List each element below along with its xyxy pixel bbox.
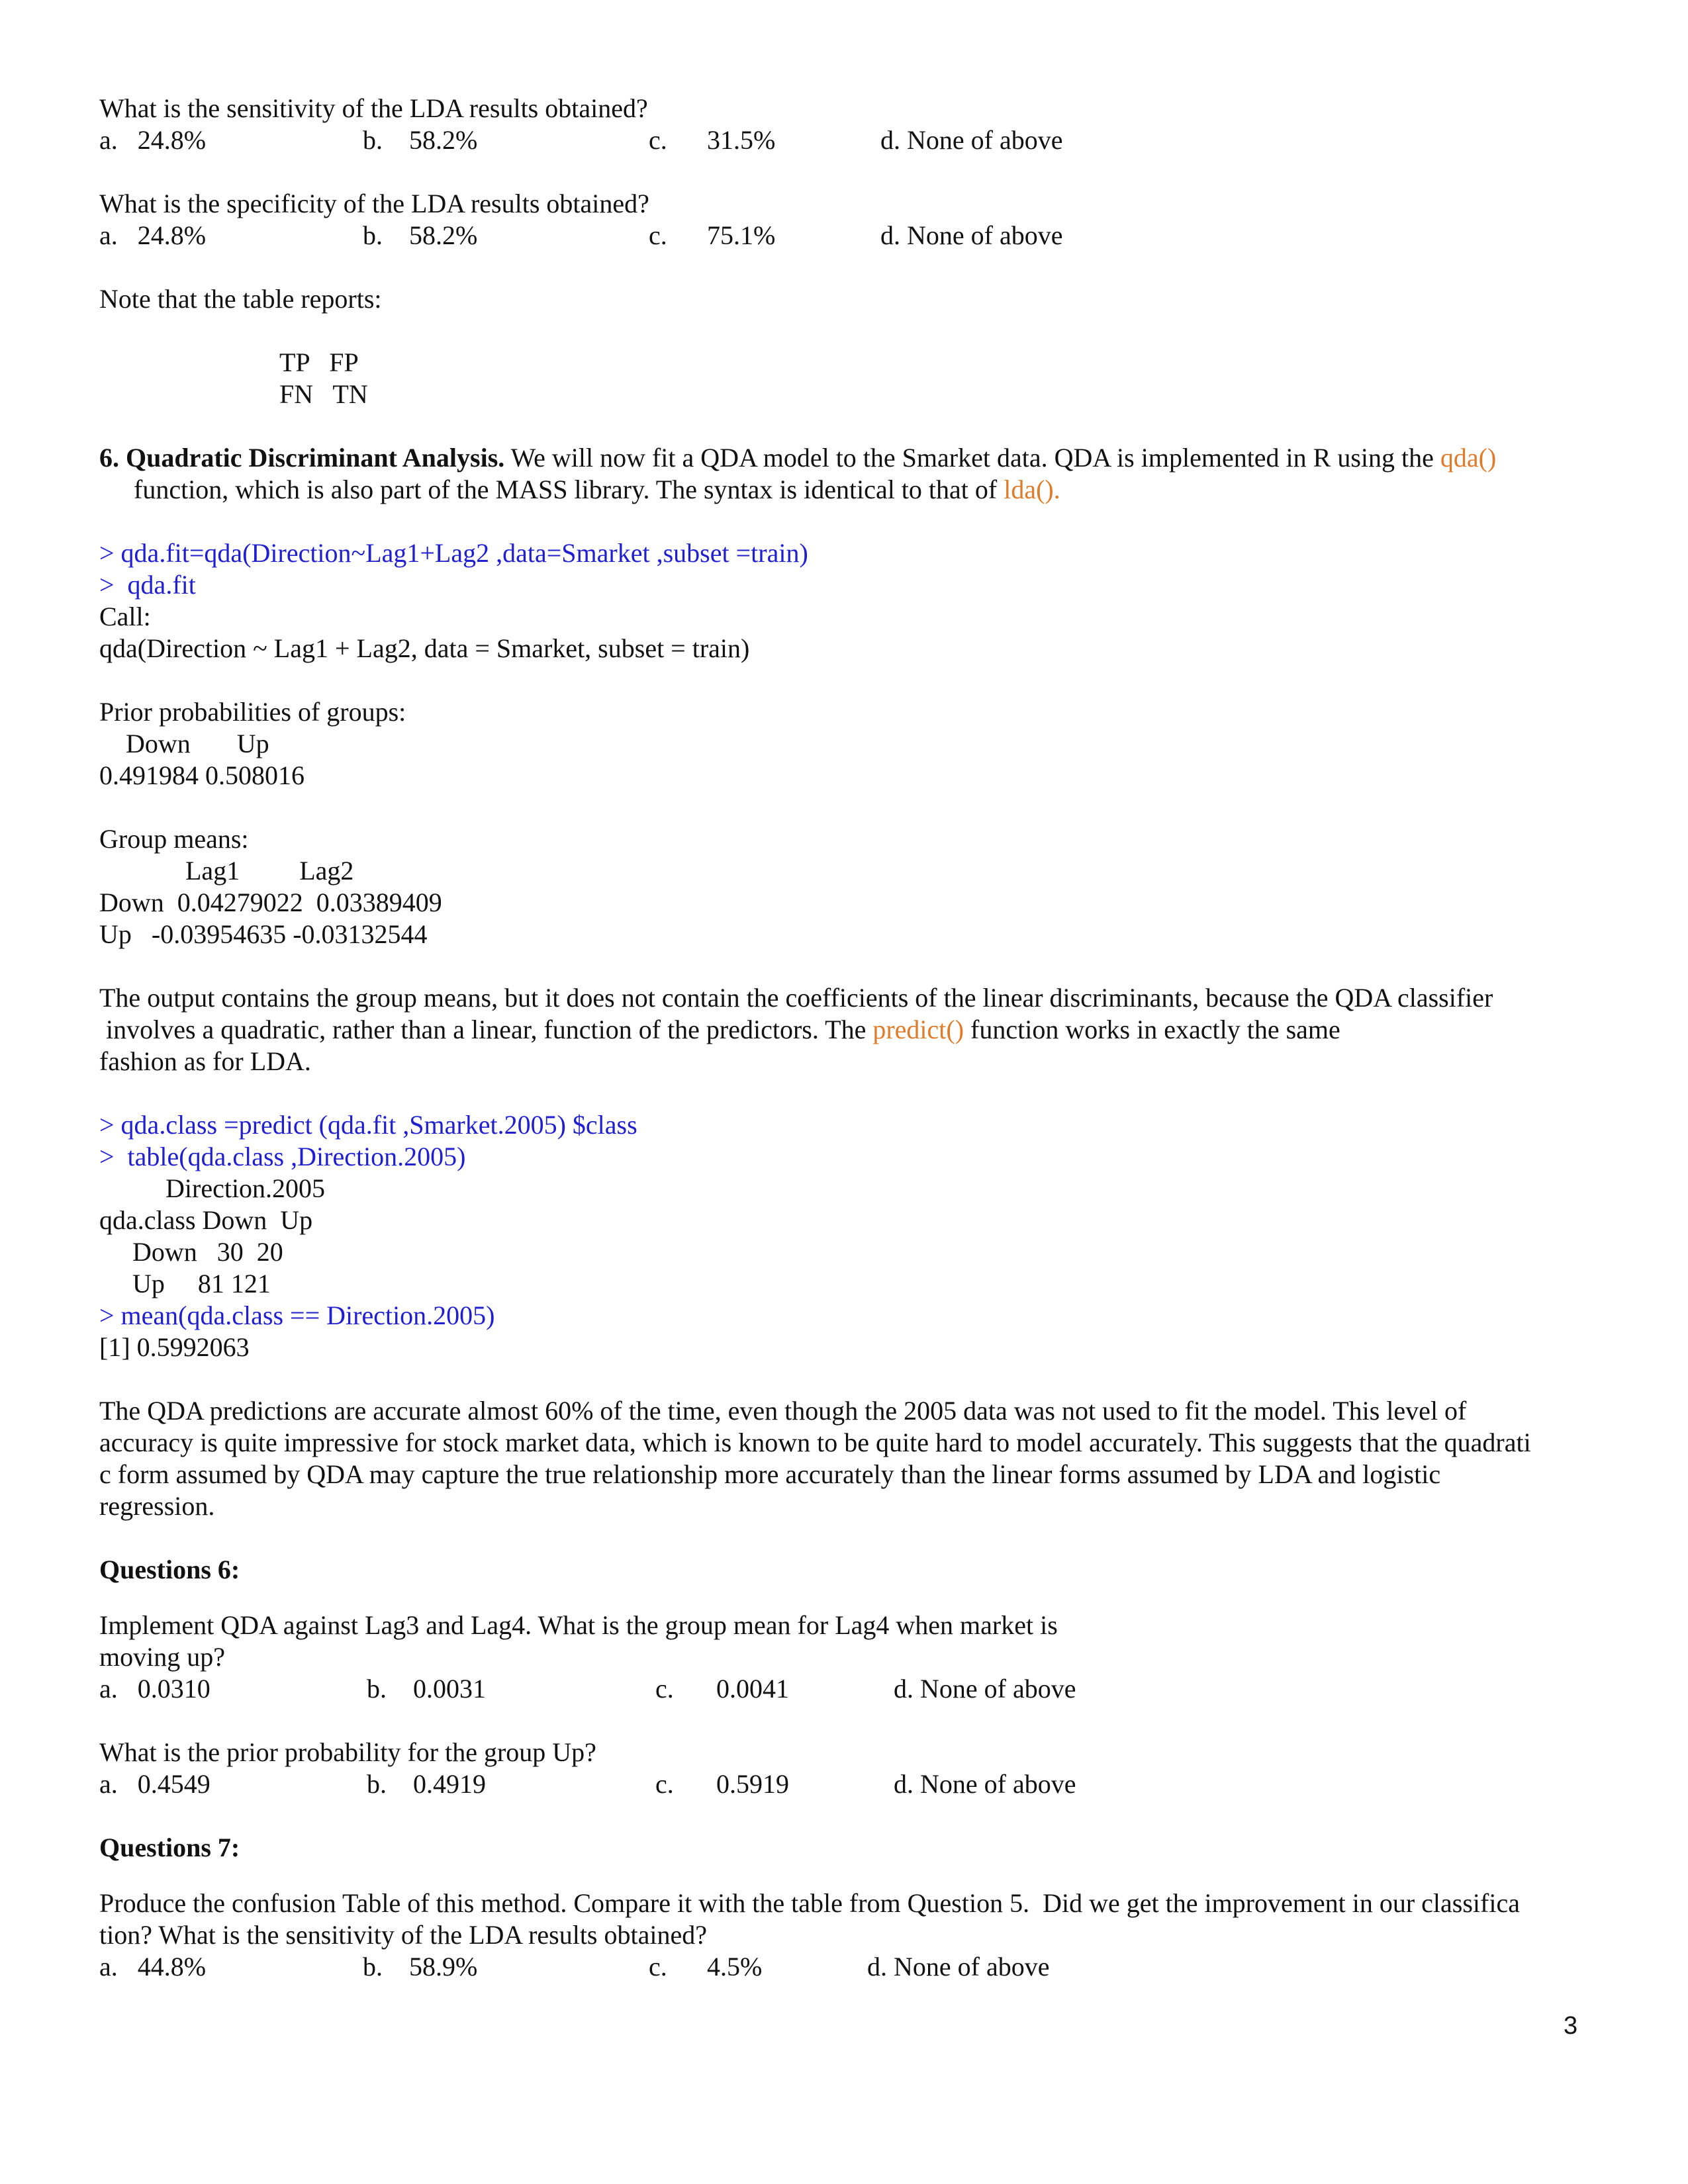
prior-values: 0.491984 0.508016 (99, 760, 305, 790)
option-b: b. 0.0031 (367, 1674, 486, 1704)
option-a: a. 44.8% (99, 1952, 207, 1981)
table-row-down: Down 30 20 (99, 1237, 283, 1267)
code-qda-fit: > qda.fit=qda(Direction~Lag1+Lag2 ,data=Smarket ,subset =train) (99, 538, 808, 568)
means-down: Down 0.04279022 0.03389409 (99, 887, 442, 917)
output-call-label: Call: (99, 602, 151, 631)
intro-period: . (1053, 475, 1060, 504)
qda-function: qda() (1440, 443, 1497, 473)
option-a: a. 24.8% (99, 220, 207, 250)
option-d: d. None of above (880, 220, 1063, 250)
section-6-intro-cont (99, 474, 1595, 506)
code-mean: > mean(qda.class == Direction.2005) (99, 1300, 495, 1330)
table-header-2: qda.class Down Up (99, 1205, 313, 1235)
q6-prior-question: What is the prior probability for the group Up? (99, 1737, 596, 1767)
option-c: c. (655, 1769, 674, 1799)
option-b: b. 58.9% (363, 1952, 478, 1981)
explain-line-2 (99, 1014, 1595, 1046)
option-d: d. None of above (880, 125, 1063, 155)
option-d: d. None of above (867, 1952, 1050, 1981)
option-a: a. 0.0310 (99, 1674, 211, 1704)
specificity-options (99, 220, 1595, 251)
option-c: c. (655, 1674, 674, 1704)
explain-line-3: fashion as for LDA. (99, 1046, 311, 1076)
questions-7-title: Questions 7: (99, 1833, 240, 1862)
q7-question-1: Produce the confusion Table of this method. Compare it with the table from Question 5. Did we get the improvement in our classifica (99, 1888, 1520, 1918)
option-c-value: 0.5919 (716, 1769, 789, 1799)
means-header: Lag1 Lag2 (99, 856, 354, 886)
table-row-up: Up 81 121 (99, 1269, 271, 1298)
code-table: > table(qda.class ,Direction.2005) (99, 1142, 466, 1171)
explain-text-cont: function works in exactly the same (964, 1015, 1340, 1044)
means-up: Up -0.03954635 -0.03132544 (99, 919, 428, 949)
option-a: a. 24.8% (99, 125, 207, 155)
option-c-value: 4.5% (707, 1952, 763, 1981)
option-d: d. None of above (894, 1674, 1076, 1704)
option-b: b. 0.4919 (367, 1769, 486, 1799)
q6-mean-question-1: Implement QDA against Lag3 and Lag4. What is the group mean for Lag4 when market is (99, 1610, 1058, 1640)
section-6-intro (99, 442, 1595, 474)
q7-options (99, 1951, 1595, 1983)
q6-prior-options (99, 1768, 1595, 1800)
option-d: d. None of above (894, 1769, 1076, 1799)
conclusion-line-1: The QDA predictions are accurate almost 60% of the time, even though the 2005 data was not used to fit the model. This level of (99, 1396, 1467, 1426)
conclusion-line-2: accuracy is quite impressive for stock market data, which is known to be quite hard to model accurately. This suggests that the quadrati (99, 1428, 1531, 1457)
table-row-1: TP FP (279, 347, 359, 377)
option-c-value: 75.1% (707, 220, 776, 250)
option-c: c. (649, 220, 667, 250)
table-note: Note that the table reports: (99, 284, 382, 314)
intro-text-1: We will now fit a QDA model to the Smarket data. QDA is implemented in R using the (504, 443, 1440, 473)
specificity-question: What is the specificity of the LDA results obtained? (99, 189, 649, 218)
conclusion-line-3: c form assumed by QDA may capture the true relationship more accurately than the linear forms assumed by LDA and logistic (99, 1459, 1441, 1489)
conclusion-line-4: regression. (99, 1491, 215, 1521)
lda-function: lda() (1004, 475, 1054, 504)
section-heading: 6. Quadratic Discriminant Analysis. (99, 443, 505, 473)
questions-6-title: Questions 6: (99, 1555, 240, 1584)
option-b: b. 58.2% (363, 125, 478, 155)
explain-line-1: The output contains the group means, but it does not contain the coefficients of the linear discriminants, because the QDA classifier (99, 983, 1493, 1013)
sensitivity-question: What is the sensitivity of the LDA results obtained? (99, 93, 648, 123)
q6-mean-question-2: moving up? (99, 1642, 225, 1672)
option-c: c. (649, 125, 667, 155)
intro-text-2: function, which is also part of the MASS library. The syntax is identical to that of (127, 475, 1004, 504)
predict-function: predict() (872, 1015, 964, 1044)
mean-result: [1] 0.5992063 (99, 1332, 250, 1362)
prior-header: Down Up (99, 729, 269, 758)
option-c-value: 31.5% (707, 125, 776, 155)
prior-title: Prior probabilities of groups: (99, 697, 406, 727)
page-number: 3 (1564, 2012, 1578, 2040)
document-page (99, 93, 1595, 1983)
table-header-1: Direction.2005 (99, 1173, 326, 1203)
option-c: c. (649, 1952, 667, 1981)
option-a: a. 0.4549 (99, 1769, 211, 1799)
code-qda-predict: > qda.class =predict (qda.fit ,Smarket.2005) $class (99, 1110, 637, 1140)
means-title: Group means: (99, 824, 249, 854)
q6-mean-options (99, 1673, 1595, 1705)
table-row-2: FN TN (279, 379, 368, 409)
explain-text: involves a quadratic, rather than a linear, function of the predictors. The (99, 1015, 873, 1044)
q7-question-2: tion? What is the sensitivity of the LDA results obtained? (99, 1920, 707, 1950)
option-b: b. 58.2% (363, 220, 478, 250)
option-c-value: 0.0041 (716, 1674, 789, 1704)
output-call: qda(Direction ~ Lag1 + Lag2, data = Smarket, subset = train) (99, 633, 750, 663)
code-qda-print: > qda.fit (99, 570, 196, 600)
sensitivity-options (99, 124, 1595, 156)
